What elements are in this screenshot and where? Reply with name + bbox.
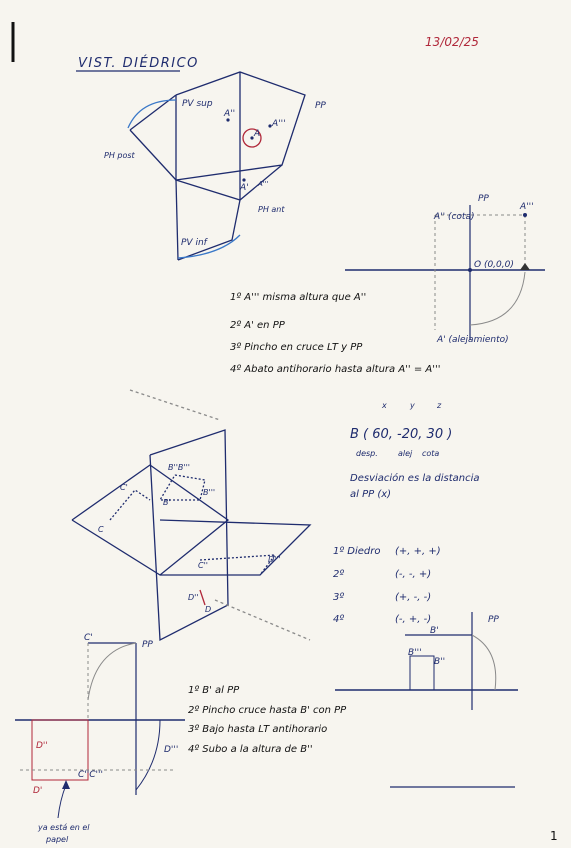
label-b1: B' — [163, 498, 171, 507]
diedro-1-signs: (+, +, +) — [395, 546, 441, 557]
diagram-planes-perspective — [128, 72, 305, 260]
ph-post-edge-2 — [130, 130, 176, 180]
step1-1: 1º A''' misma altura que A'' — [230, 292, 367, 303]
label-c2: C'' — [198, 561, 208, 570]
label-pp-3: PP — [488, 615, 499, 625]
label-c1-5: C' — [84, 633, 93, 643]
diedro-2-label: 2º — [333, 569, 345, 580]
label-origin: O (0,0,0) — [474, 260, 514, 270]
label-d2-5: D'' — [36, 741, 48, 751]
axis-y: y — [410, 401, 415, 410]
diagram-bcd-perspective — [72, 390, 310, 640]
pivot-mark — [520, 263, 530, 270]
label-a1-alej: A' (alejamiento) — [437, 335, 509, 345]
hidden-edge-2 — [215, 600, 310, 640]
note-arrow-head — [62, 780, 70, 789]
label-pp-5: PP — [142, 640, 153, 650]
label-c: C — [98, 525, 104, 534]
diedro-4-label: 4º — [333, 614, 345, 625]
axis-z: z — [437, 401, 442, 410]
pv-plane — [150, 430, 228, 640]
label-ph-post: PH post — [104, 151, 135, 160]
pv-inf-edge — [176, 180, 178, 260]
margin-note-line2: papel — [46, 835, 69, 844]
diedro-4-signs: (-, +, -) — [395, 614, 432, 625]
step2-2: 2º Pincho cruce hasta B' con PP — [188, 705, 347, 716]
step1-4: 4º Abato antihorario hasta altura A'' = A''' — [230, 364, 441, 375]
diedro-3-signs: (+, -, -) — [395, 592, 432, 603]
pp-plane — [160, 520, 310, 575]
label-b3: B''' — [203, 488, 216, 497]
note-line-1: Desviación es la distancia — [350, 473, 480, 484]
c-projection — [110, 490, 150, 520]
label-a2: A'' — [224, 109, 236, 119]
steps-list-2 — [188, 685, 347, 755]
point-b-coords: B ( 60, -20, 30 ) — [350, 427, 453, 442]
steps-list-1 — [230, 292, 440, 375]
axis-x: x — [382, 401, 387, 410]
label-d: D — [205, 605, 212, 614]
pv-inf-edge-2 — [178, 200, 240, 260]
label-b3-4: B''' — [408, 648, 422, 658]
label-a2-cota: A'' (cota) — [434, 212, 475, 222]
label-pv-inf: PV inf — [181, 238, 207, 248]
caption-cota: cota — [422, 449, 440, 458]
margin-note-line1: ya está en el — [38, 823, 90, 832]
page-date: 13/02/25 — [425, 35, 479, 49]
caption-desp: desp. — [356, 449, 378, 458]
origin-dot — [468, 268, 472, 272]
diagram5-labels — [33, 633, 178, 796]
label-b2b3: B''B''' — [168, 463, 190, 472]
label-a: A — [254, 129, 261, 139]
diedro-2-signs: (-, -, +) — [395, 569, 432, 580]
label-a3: A''' — [272, 119, 286, 129]
point-a1-dot — [242, 178, 245, 181]
caption-alej: alej — [398, 449, 413, 458]
ph-plane — [72, 465, 228, 575]
label-pp-2: PP — [478, 194, 489, 204]
label-d3: D''' — [268, 555, 281, 564]
margin-note — [37, 823, 90, 844]
hidden-edge-1 — [130, 390, 220, 420]
label-d2: D'' — [188, 593, 199, 602]
diedro-1-label: 1º Diedro — [333, 546, 381, 557]
rotation-arc-d — [136, 720, 160, 790]
diagram-profile-b — [335, 612, 518, 710]
diedros-list — [333, 546, 441, 625]
page-number: 1 — [550, 829, 558, 843]
diedro-3-label: 3º — [333, 592, 345, 603]
diagram-profile-a — [345, 205, 545, 340]
rotation-arc — [470, 272, 525, 325]
label-ph-ant: PH ant — [258, 205, 285, 214]
label-c2c3: C''C''' — [78, 770, 103, 780]
label-pv-sup: PV sup — [182, 99, 213, 109]
note-line-2: al PP (x) — [350, 489, 392, 500]
label-c1: C' — [120, 483, 128, 492]
step2-1: 1º B' al PP — [188, 685, 240, 696]
step2-4: 4º Subo a la altura de B'' — [188, 744, 313, 755]
rotation-arc-b — [472, 635, 496, 690]
page-title: VIST. DIÉDRICO — [78, 56, 199, 71]
d-red-mark — [200, 590, 205, 605]
a3-dot — [523, 213, 527, 217]
note-arrow — [58, 785, 66, 818]
step2-3: 3º Bajo hasta LT antihorario — [188, 724, 328, 735]
coordinates-block — [350, 401, 480, 500]
label-a3-lower: A''' — [258, 180, 269, 188]
label-b1-4: B' — [430, 626, 439, 636]
rotation-arc-c — [88, 643, 136, 700]
b-projection-box — [410, 656, 434, 690]
label-d1-5: D' — [33, 786, 43, 796]
label-a3-2: A''' — [520, 202, 534, 212]
label-b2-4: B'' — [434, 657, 446, 667]
step1-2: 2º A' en PP — [230, 320, 285, 331]
label-d3-5: D''' — [164, 745, 179, 755]
label-pp-1: PP — [315, 101, 326, 111]
diagram3-labels — [98, 463, 281, 614]
step1-3: 3º Pincho en cruce LT y PP — [230, 342, 363, 353]
label-a1: A' — [240, 183, 249, 193]
